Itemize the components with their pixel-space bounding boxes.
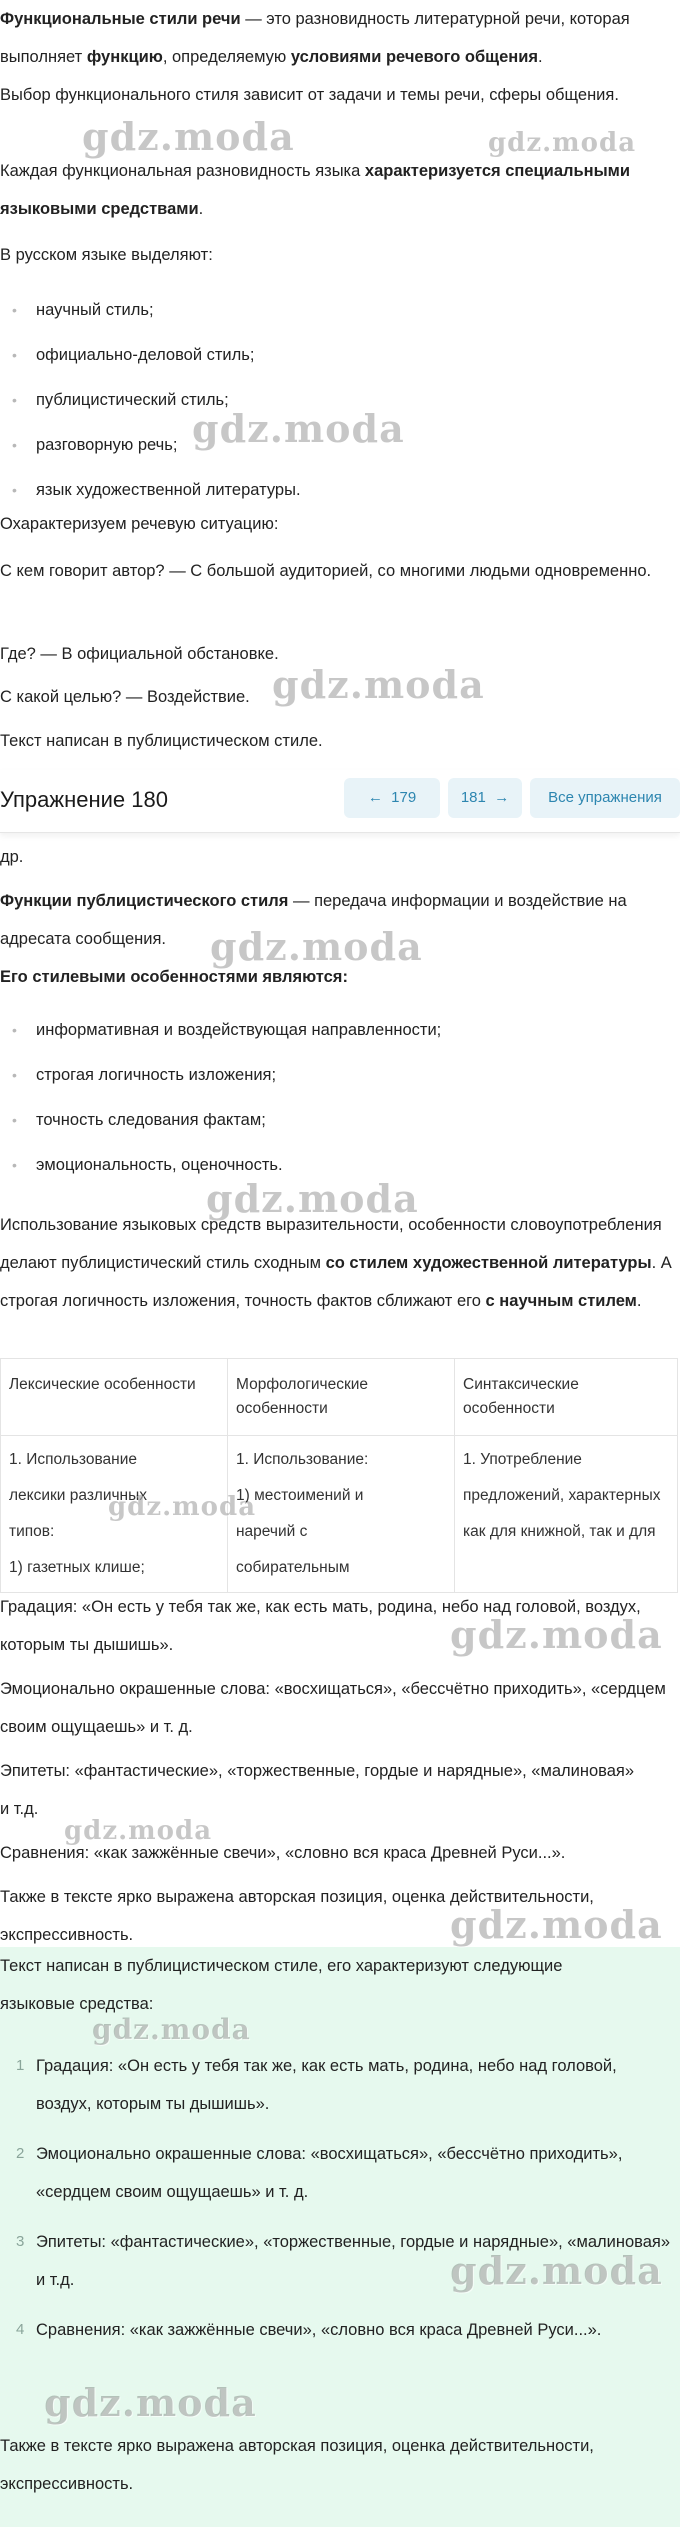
term-functional-styles: Функциональные стили речи <box>0 10 241 28</box>
table-cell: 1. Использование лексики различных типов: 1) газетных клише; <box>1 1436 228 1593</box>
list-item: • строгая логичность изложения; <box>0 1053 670 1098</box>
watermark: gdz.moda <box>44 2380 257 2425</box>
styles-list <box>0 288 670 513</box>
prev-exercise-button[interactable]: ← 179 <box>344 778 440 818</box>
arrow-left-icon: ← <box>367 789 383 806</box>
watermark: gdz.moda <box>210 924 423 969</box>
body-paragraph-1: Функции публицистического стиля — передача информации и воздействие на адресата сообщения. <box>0 892 627 948</box>
watermark: gdz.moda <box>450 1612 663 1657</box>
item-number: 2 <box>16 2145 25 2162</box>
exercise-header <box>0 770 680 833</box>
intro-paragraph-6: С кем говорит автор? — С большой аудиторией, со многими людьми одновременно. <box>0 562 652 580</box>
intro-paragraph-4: В русском языке выделяют: <box>0 246 213 264</box>
table-cell: 1. Употребление предложений, характерных как для книжной, так и для <box>455 1436 678 1593</box>
table-cell: 1. Использование: 1) местоимений и наречий с собирательным <box>228 1436 455 1593</box>
watermark: gdz.moda <box>272 662 485 707</box>
watermark: gdz.moda <box>108 1492 257 1522</box>
answer-intro: Текст написан в публицистическом стиле, его характеризуют следующие языковые средства: <box>0 1957 563 2013</box>
body-paragraph-3: Использование языковых средств выразительности, особенности словоупотребления делают публицистический стиль сходным со стилем художественной литературы. А строгая логичность изложения, точность фактов сближают его с научным стилем. <box>0 1216 672 1310</box>
next-exercise-button[interactable]: 181 → <box>448 778 522 818</box>
example-comparisons: Сравнения: «как зажжённые свечи», «словно вся краса Древней Руси...». <box>0 1844 566 1862</box>
body-paragraph-2: Его стилевыми особенностями являются: <box>0 968 348 986</box>
all-exercises-button[interactable]: Все упражнения <box>530 778 680 818</box>
table-header-cell: Морфологические особенности <box>228 1359 455 1436</box>
table-header-row <box>1 1359 678 1436</box>
list-item: • разговорную речь; <box>0 423 670 468</box>
cut-text: др. <box>0 848 24 866</box>
example-emotional: Эмоционально окрашенные слова: «восхищаться», «бессчётно приходить», «сердцем своим ощущаешь» и т. д. <box>0 1680 666 1736</box>
item-number: 4 <box>16 2321 25 2338</box>
item-number: 3 <box>16 2233 25 2250</box>
list-item: 1 Градация: «Он есть у тебя так же, как есть мать, родина, небо над головой, воздух, которым ты дышишь». <box>0 2047 680 2123</box>
list-item: • публицистический стиль; <box>0 378 670 423</box>
watermark: gdz.moda <box>64 1816 213 1846</box>
intro-paragraph-9: Текст написан в публицистическом стиле. <box>0 732 323 750</box>
intro-paragraph-7: Где? — В официальной обстановке. <box>0 645 279 663</box>
table-row <box>1 1436 678 1593</box>
intro-paragraph-5: Охарактеризуем речевую ситуацию: <box>0 515 279 533</box>
list-item: • официально-деловой стиль; <box>0 333 670 378</box>
features-list <box>0 1008 670 1188</box>
list-item: • язык художественной литературы. <box>0 468 670 513</box>
intro-paragraph-3: Каждая функциональная разновидность языка характеризуется специальными языковыми средствами. <box>0 162 631 218</box>
answer-list <box>0 2047 680 2361</box>
watermark: gdz.moda <box>192 406 405 451</box>
list-item: • точность следования фактам; <box>0 1098 670 1143</box>
list-item: 2 Эмоционально окрашенные слова: «восхищаться», «бессчётно приходить», «сердцем своим ощущаешь» и т. д. <box>0 2135 680 2211</box>
table-header-cell: Синтаксические особенности <box>455 1359 678 1436</box>
answer-outro: Также в тексте ярко выражена авторская позиция, оценка действительности, экспрессивность. <box>0 2437 594 2493</box>
example-epithets: Эпитеты: «фантастические», «торжественные, гордые и нарядные», «малиновая» и т.д. <box>0 1762 635 1818</box>
watermark: gdz.moda <box>450 1902 663 1947</box>
table-header-cell: Лексические особенности <box>1 1359 228 1436</box>
watermark: gdz.moda <box>488 128 637 158</box>
list-item: 4 Сравнения: «как зажжённые свечи», «словно вся краса Древней Руси...». <box>0 2311 680 2349</box>
intro-paragraph-1: Функциональные стили речи — это разновидность литературной речи, которая выполняет функцию, определяемую условиями речевого общения. <box>0 10 630 66</box>
intro-paragraph-2: Выбор функционального стиля зависит от задачи и темы речи, сферы общения. <box>0 86 619 104</box>
list-item: • эмоциональность, оценочность. <box>0 1143 670 1188</box>
example-gradation: Градация: «Он есть у тебя так же, как есть мать, родина, небо над головой, воздух, которым ты дышишь». <box>0 1598 641 1654</box>
exercise-title: Упражнение 180 <box>0 787 168 812</box>
watermark: gdz.moda <box>82 114 295 159</box>
watermark: gdz.moda <box>450 2248 663 2293</box>
features-table <box>0 1358 678 1593</box>
list-item: • научный стиль; <box>0 288 670 333</box>
watermark: gdz.moda <box>206 1176 419 1221</box>
list-item: 3 Эпитеты: «фантастические», «торжественные, гордые и нарядные», «малиновая» и т.д. <box>0 2223 680 2299</box>
watermark: gdz.moda <box>92 2013 251 2046</box>
example-author-position: Также в тексте ярко выражена авторская позиция, оценка действительности, экспрессивность. <box>0 1888 594 1944</box>
arrow-right-icon: → <box>494 789 510 806</box>
item-number: 1 <box>16 2057 25 2074</box>
list-item: • информативная и воздействующая направленности; <box>0 1008 670 1053</box>
intro-paragraph-8: С какой целью? — Воздействие. <box>0 688 250 706</box>
